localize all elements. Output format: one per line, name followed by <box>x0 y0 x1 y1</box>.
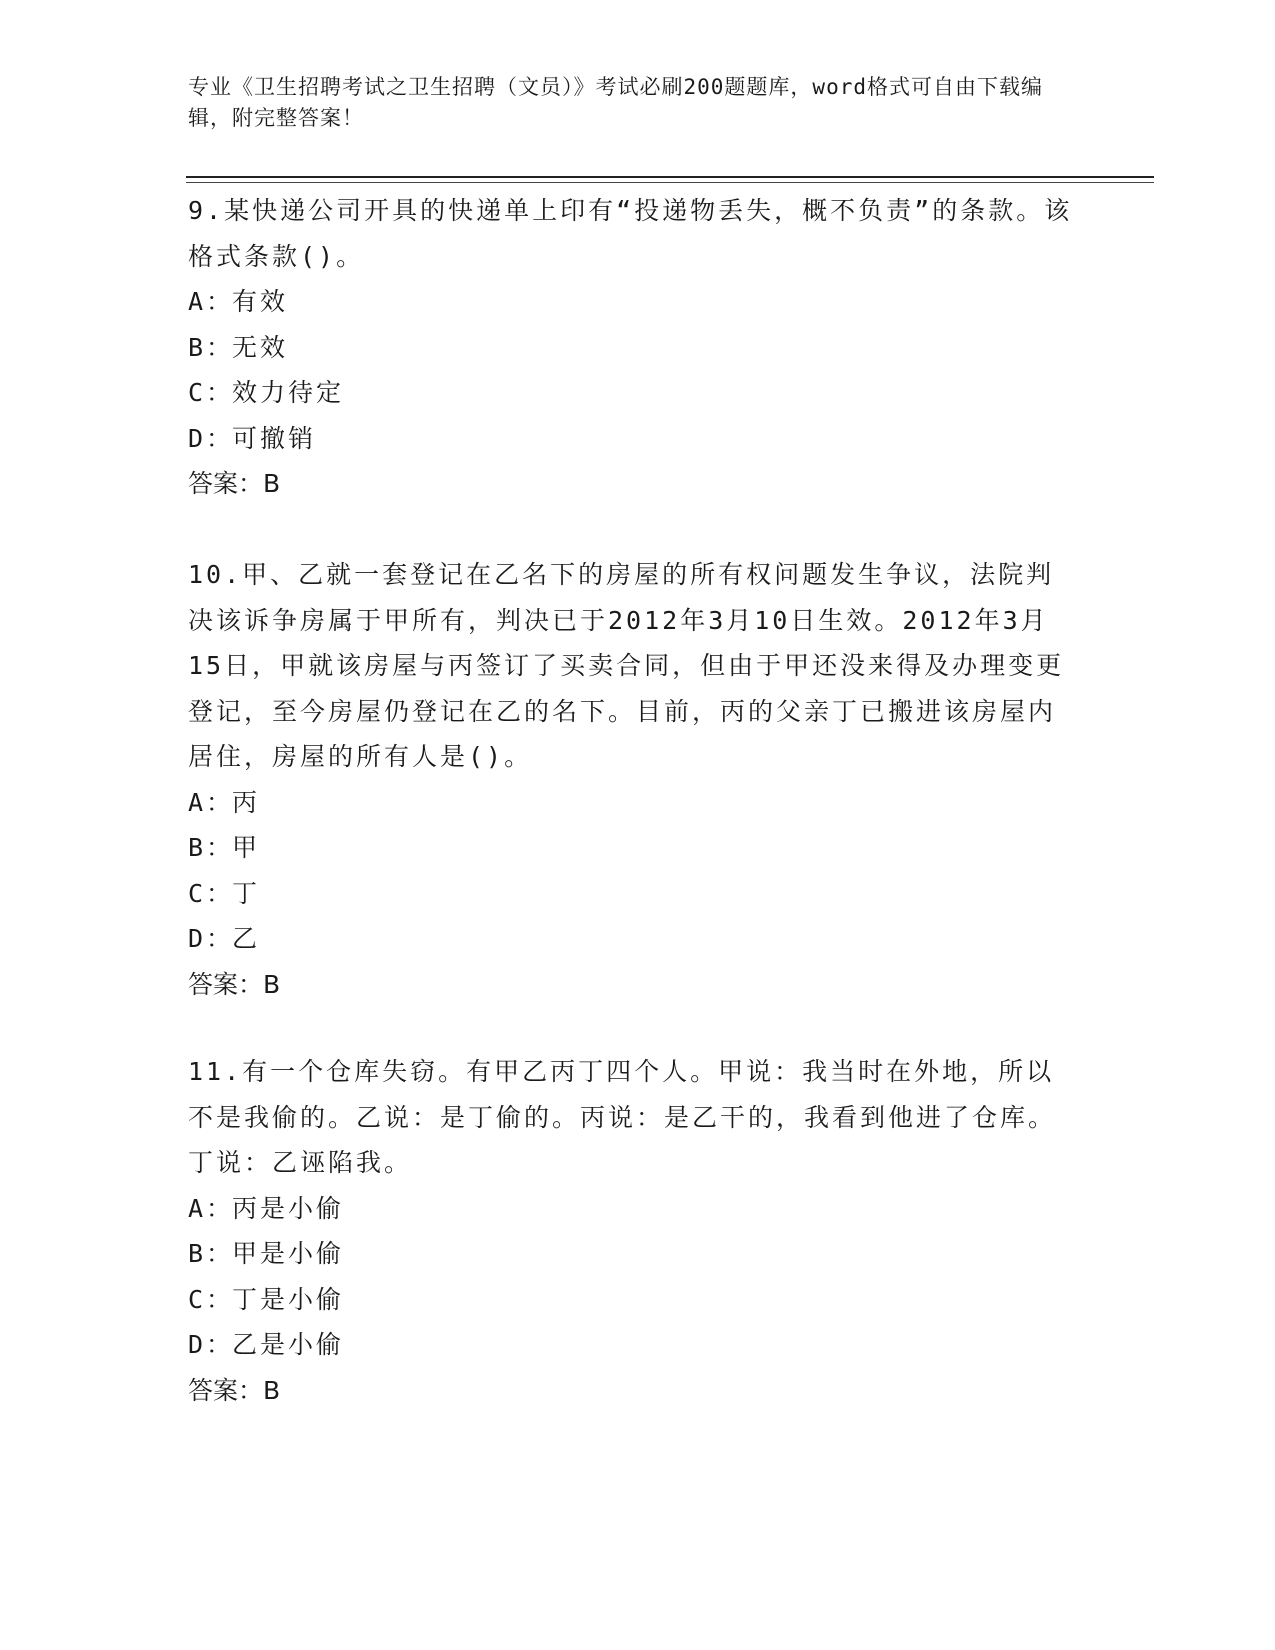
option-a <box>188 279 1078 325</box>
document-header: 专业《卫生招聘考试之卫生招聘（文员）》考试必刷200题题库，word格式可自由下载编辑，附完整答案！ <box>188 75 1043 130</box>
option-d <box>188 1322 1078 1368</box>
option-a <box>188 780 1078 826</box>
option-c <box>188 871 1078 917</box>
answer-line: 答案：B <box>188 969 281 999</box>
option-b <box>188 325 1078 371</box>
option-key: D： <box>188 924 235 953</box>
option-text: 有效 <box>232 287 289 316</box>
answer-line: 答案：B <box>188 1375 281 1405</box>
question-10 <box>188 552 1078 1007</box>
question-stem: 10.甲、乙就一套登记在乙名下的房屋的所有权问题发生争议，法院判决该诉争房属于甲所有，判决已于2012年3月10日生效。2012年3月15日，甲就该房屋与丙签订了买卖合同，但由于甲还没来得及办理变更登记，至今房屋仍登记在乙的名下。目前，丙的父亲丁已搬进该房屋内居住，房屋的所有人是()。 <box>188 560 1065 771</box>
option-key: A： <box>188 287 235 316</box>
option-text: 丁是小偷 <box>232 1284 345 1314</box>
question-stem: 11.有一个仓库失窃。有甲乙丙丁四个人。甲说：我当时在外地，所以不是我偷的。乙说：是丁偷的。丙说：是乙干的，我看到他进了仓库。丁说：乙诬陷我。 <box>188 1057 1057 1177</box>
option-key: D： <box>188 1330 235 1359</box>
option-key: C： <box>188 378 235 407</box>
option-key: B： <box>188 332 235 362</box>
option-key: A： <box>188 1193 235 1223</box>
option-text: 可撤销 <box>232 423 317 453</box>
question-stem: 9.某快递公司开具的快递单上印有“投递物丢失，概不负责”的条款。该格式条款()。 <box>188 196 1073 271</box>
option-b <box>188 825 1078 871</box>
option-key: C： <box>188 878 235 908</box>
option-a <box>188 1186 1078 1232</box>
option-d <box>188 916 1078 962</box>
header-divider <box>186 176 1154 178</box>
option-text: 甲是小偷 <box>232 1239 345 1268</box>
header-divider-thin <box>186 182 1154 183</box>
option-text: 甲 <box>232 833 261 862</box>
option-text: 丙 <box>232 787 261 817</box>
option-b <box>188 1231 1078 1277</box>
option-text: 效力待定 <box>232 378 345 407</box>
option-key: A： <box>188 787 235 817</box>
option-d <box>188 416 1078 462</box>
option-text: 无效 <box>232 332 289 362</box>
question-9 <box>188 188 1078 507</box>
option-text: 乙 <box>232 924 261 953</box>
option-c <box>188 370 1078 416</box>
option-key: B： <box>188 1239 235 1268</box>
answer-line: 答案：B <box>188 469 281 498</box>
question-11 <box>188 1049 1078 1413</box>
option-text: 丁 <box>232 878 261 908</box>
option-c <box>188 1277 1078 1323</box>
option-text: 丙是小偷 <box>232 1193 345 1223</box>
option-key: C： <box>188 1284 235 1314</box>
option-key: B： <box>188 833 235 862</box>
option-key: D： <box>188 423 235 453</box>
option-text: 乙是小偷 <box>232 1330 345 1359</box>
